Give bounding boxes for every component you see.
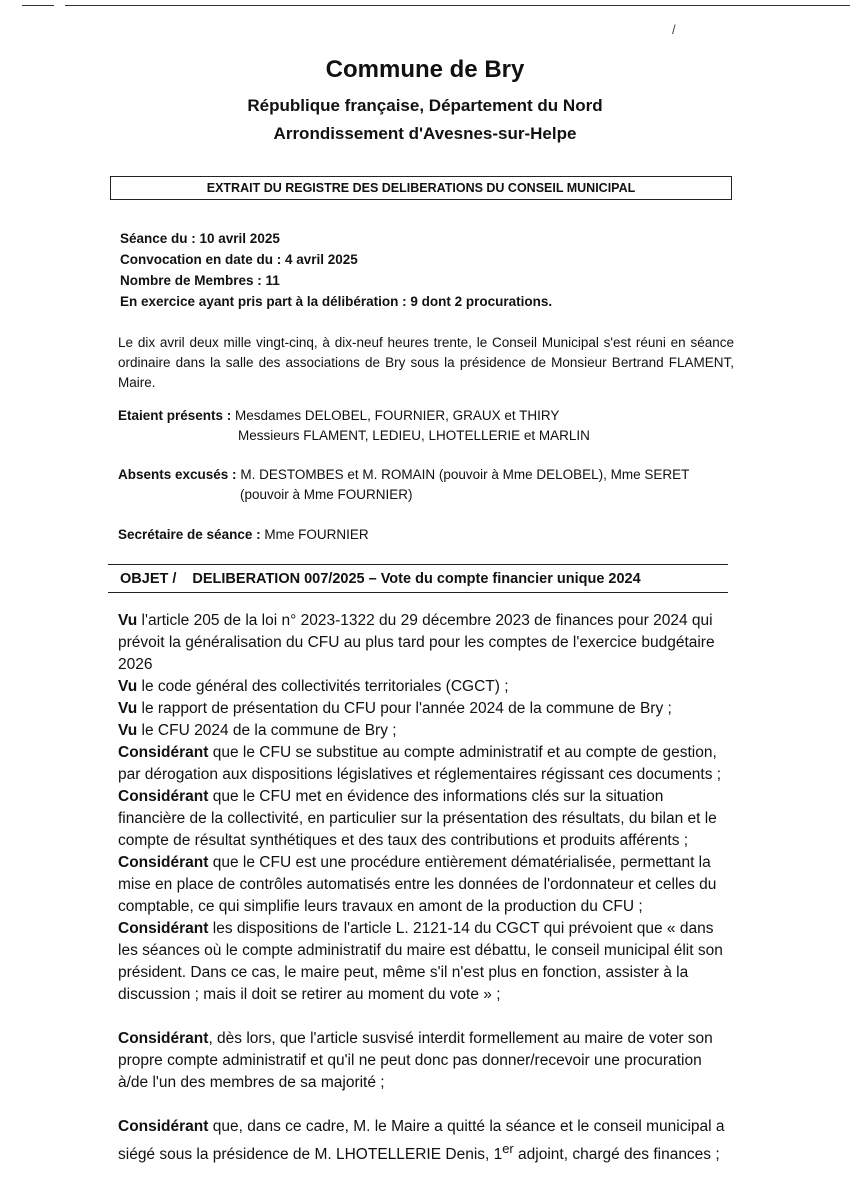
session-meta [120, 228, 552, 312]
divider [108, 592, 728, 593]
recital: Considérant que le CFU se substitue au compte administratif et au compte de gestion, par dérogation aux dispositions législatives et réglementaires régissant ces documents ; [118, 744, 722, 783]
absent-members [118, 465, 738, 505]
register-heading-text: EXTRAIT DU REGISTRE DES DELIBERATIONS DU CONSEIL MUNICIPAL [206, 181, 636, 195]
session-secretary [118, 525, 738, 545]
present-ladies: Mesdames DELOBEL, FOURNIER, GRAUX et THIRY [235, 408, 560, 423]
recital: Vu l'article 205 de la loi n° 2023-1322 du 29 décembre 2023 de finances pour 2024 qui prévoit la généralisation du CFU au plus tard pour les comptes de l'exercice budgétaire 2026 [118, 612, 715, 673]
arrondissement-subtitle: Arrondissement d'Avesnes-sur-Helpe [273, 124, 577, 143]
register-heading [110, 176, 732, 200]
republic-subtitle: République française, Département du Nord [247, 96, 603, 115]
subject-label: OBJET / [120, 571, 177, 587]
recital: Vu le CFU 2024 de la commune de Bry ; [118, 722, 397, 739]
present-label: Etaient présents : [118, 408, 232, 423]
present-gentlemen: Messieurs FLAMENT, LEDIEU, LHOTELLERIE et MARLIN [238, 428, 590, 443]
scan-artifact-line [65, 5, 850, 6]
recital: Considérant que le CFU met en évidence des informations clés sur la situation financière de la collectivité, en particulier sur la présentation des résultats, du bilan et le compte de résultat synthétiques et des taux des contributions et produits afférents ; [118, 788, 717, 849]
secretary-label: Secrétaire de séance : [118, 527, 261, 542]
members-count: Nombre de Membres : 11 [120, 273, 280, 288]
deliberation-body [118, 610, 730, 1166]
absent-line1: M. DESTOMBES et M. ROMAIN (pouvoir à Mme DELOBEL), Mme SERET [240, 467, 690, 482]
absent-label: Absents excusés : [118, 467, 237, 482]
pen-mark: / [672, 22, 676, 37]
subject-text: DELIBERATION 007/2025 – Vote du compte financier unique 2024 [192, 571, 641, 587]
intro-paragraph: Le dix avril deux mille vingt-cinq, à dix-neuf heures trente, le Conseil Municipal s'est réuni en séance ordinaire dans la salle des associations de Bry sous la présidence de Monsieur Bertrand FLAMENT, Maire. [118, 335, 734, 390]
absent-line2: (pouvoir à Mme FOURNIER) [240, 487, 413, 502]
seance-date: Séance du : 10 avril 2025 [120, 231, 280, 246]
recital: Considérant que le CFU est une procédure entièrement dématérialisée, permettant la mise en place de contrôles automatisés entre les données de l'ordonnateur et celles du comptable, ce qui simplifie leurs travaux en amont de la production du CFU ; [118, 854, 717, 915]
scan-artifact-line [22, 5, 54, 6]
convocation-date: Convocation en date du : 4 avril 2025 [120, 252, 358, 267]
recital: Considérant, dès lors, que l'article susvisé interdit formellement au maire de voter son propre compte administratif et qu'il ne peut donc pas donner/recevoir une procuration à/de l'un des membres de sa majorité ; [118, 1030, 713, 1091]
participants-count: En exercice ayant pris part à la délibération : 9 dont 2 procurations. [120, 294, 553, 309]
recital: Considérant que, dans ce cadre, M. le Maire a quitté la séance et le conseil municipal a siégé sous la présidence de M. LHOTELLERIE Denis, 1er adjoint, chargé des finances ; [118, 1118, 725, 1164]
secretary-name: Mme FOURNIER [264, 527, 369, 542]
present-members [118, 406, 738, 446]
recital: Vu le code général des collectivités territoriales (CGCT) ; [118, 678, 509, 695]
recital: Vu le rapport de présentation du CFU pour l'année 2024 de la commune de Bry ; [118, 700, 672, 717]
recital: Considérant les dispositions de l'article L. 2121-14 du CGCT qui prévoient que « dans les séances où le compte administratif du maire est débattu, le conseil municipal élit son président. Dans ce cas, le maire peut, même s'il n'est plus en fonction, assister à la discussion ; mais il doit se retirer au moment du vote » ; [118, 920, 723, 1003]
commune-title: Commune de Bry [325, 56, 525, 83]
deliberation-subject [120, 571, 641, 587]
divider [108, 564, 728, 565]
